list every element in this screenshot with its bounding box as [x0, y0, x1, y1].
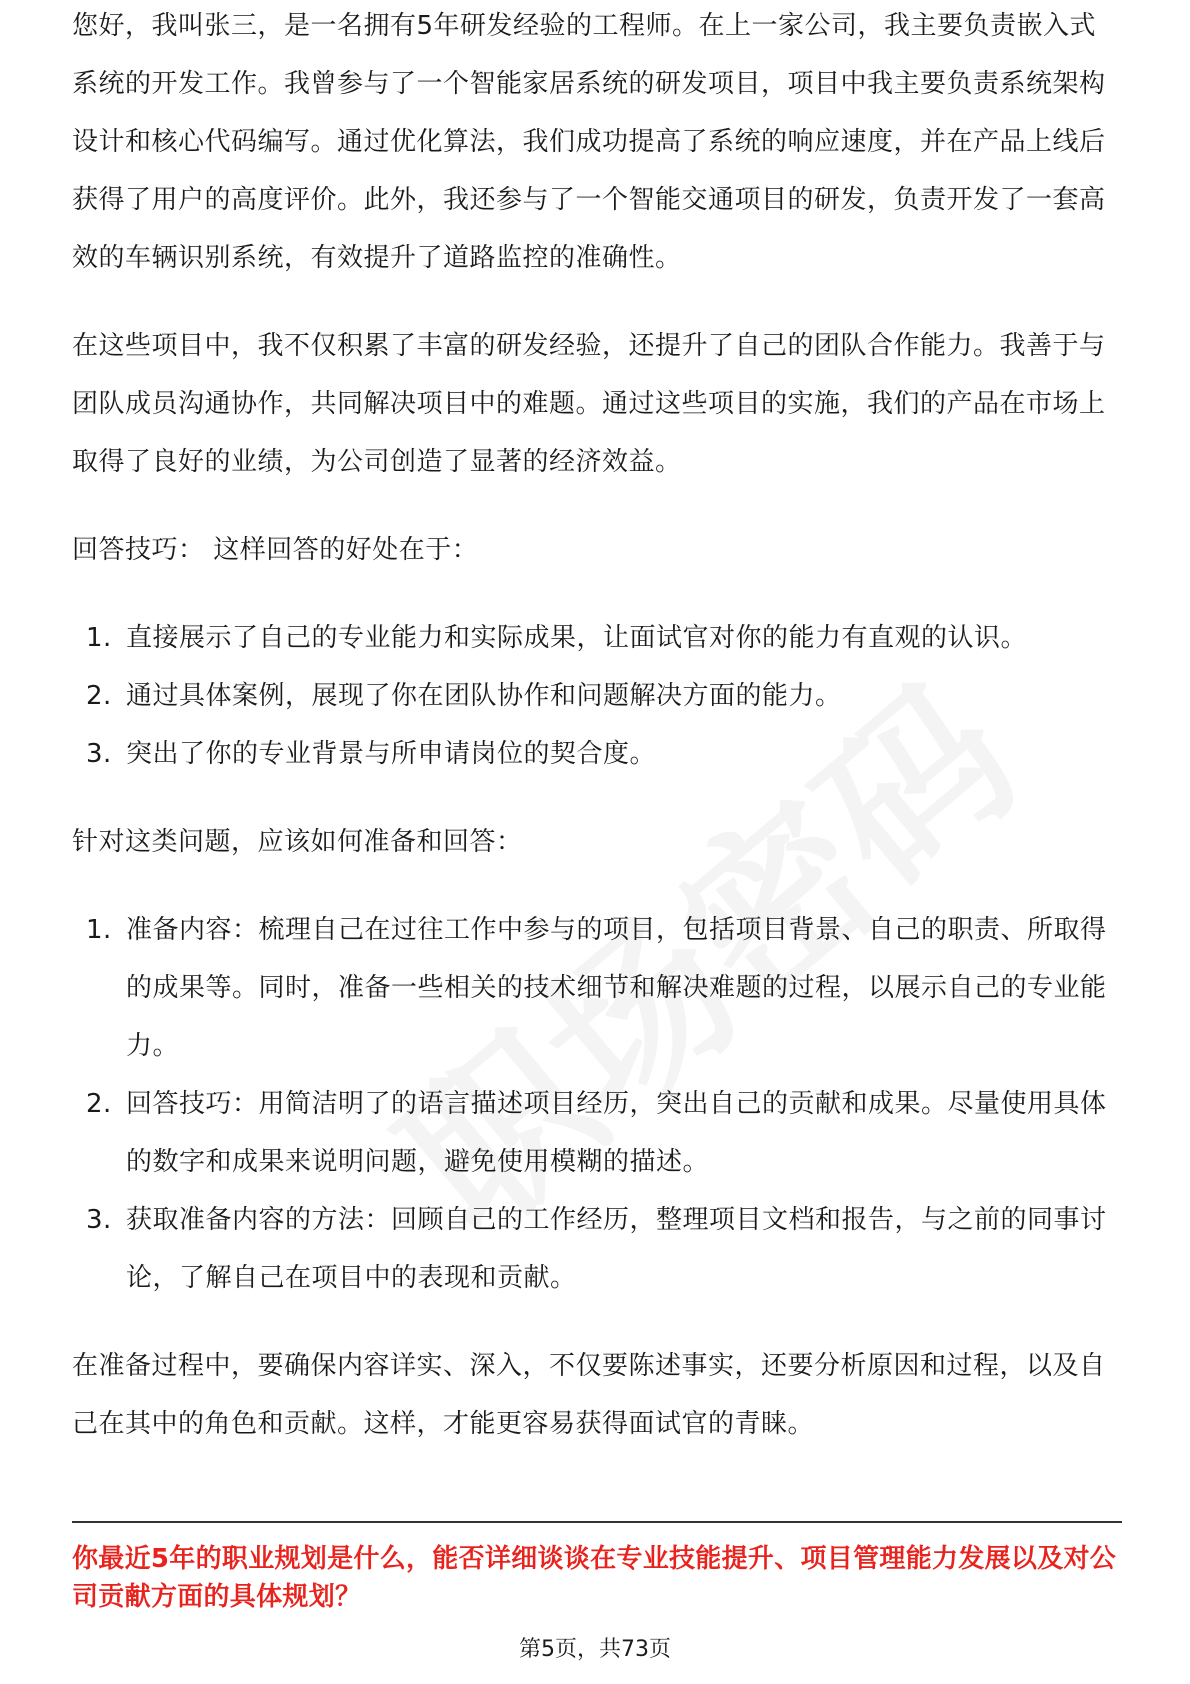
page-number: 第5页，共73页	[519, 1637, 671, 1662]
list-number: 2.	[86, 681, 112, 711]
list-number: 3.	[86, 1205, 112, 1235]
list-number: 1.	[86, 623, 112, 653]
list-item	[72, 667, 1122, 725]
next-question-title: 你最近5年的职业规划是什么，能否详细谈谈在专业技能提升、项目管理能力发展以及对公司贡献方面的具体规划？	[72, 1544, 1117, 1612]
tips-list	[72, 609, 1122, 783]
list-number: 2.	[86, 1089, 112, 1119]
list-number: 1.	[86, 915, 112, 945]
list-item	[72, 1191, 1122, 1307]
list-text: 准备内容：梳理自己在过往工作中参与的项目，包括项目背景、自己的职责、所取得的成果等。同时，准备一些相关的技术细节和解决难题的过程，以展示自己的专业能力。	[126, 915, 1107, 1061]
answer-paragraph-1: 您好，我叫张三，是一名拥有5年研发经验的工程师。在上一家公司，我主要负责嵌入式系统的开发工作。我曾参与了一个智能家居系统的研发项目，项目中我主要负责系统架构设计和核心代码编写。通过优化算法，我们成功提高了系统的响应速度，并在产品上线后获得了用户的高度评价。此外，我还参与了一个智能交通项目的研发，负责开发了一套高效的车辆识别系统，有效提升了道路监控的准确性。	[72, 11, 1106, 273]
list-text: 回答技巧：用简洁明了的语言描述项目经历，突出自己的贡献和成果。尽量使用具体的数字和成果来说明问题，避免使用模糊的描述。	[126, 1089, 1107, 1177]
prep-heading: 针对这类问题，应该如何准备和回答：	[72, 827, 523, 857]
answer-paragraph-2: 在这些项目中，我不仅积累了丰富的研发经验，还提升了自己的团队合作能力。我善于与团队成员沟通协作，共同解决项目中的难题。通过这些项目的实施，我们的产品在市场上取得了良好的业绩，为公司创造了显著的经济效益。	[72, 331, 1106, 477]
list-item	[72, 901, 1122, 1075]
list-text: 突出了你的专业背景与所申请岗位的契合度。	[126, 739, 657, 769]
page-content	[72, 0, 1122, 1453]
list-text: 获取准备内容的方法：回顾自己的工作经历，整理项目文档和报告，与之前的同事讨论，了解自己在项目中的表现和贡献。	[126, 1205, 1107, 1293]
tips-heading: 回答技巧： 这样回答的好处在于：	[72, 535, 479, 565]
section-divider	[72, 1521, 1122, 1523]
prep-list	[72, 901, 1122, 1307]
list-number: 3.	[86, 739, 112, 769]
list-item	[72, 725, 1122, 783]
list-text: 通过具体案例，展现了你在团队协作和问题解决方面的能力。	[126, 681, 842, 711]
closing-paragraph: 在准备过程中，要确保内容详实、深入，不仅要陈述事实，还要分析原因和过程，以及自己在其中的角色和贡献。这样，才能更容易获得面试官的青睐。	[72, 1351, 1106, 1439]
list-text: 直接展示了自己的专业能力和实际成果，让面试官对你的能力有直观的认识。	[126, 623, 1028, 653]
list-item	[72, 609, 1122, 667]
list-item	[72, 1075, 1122, 1191]
